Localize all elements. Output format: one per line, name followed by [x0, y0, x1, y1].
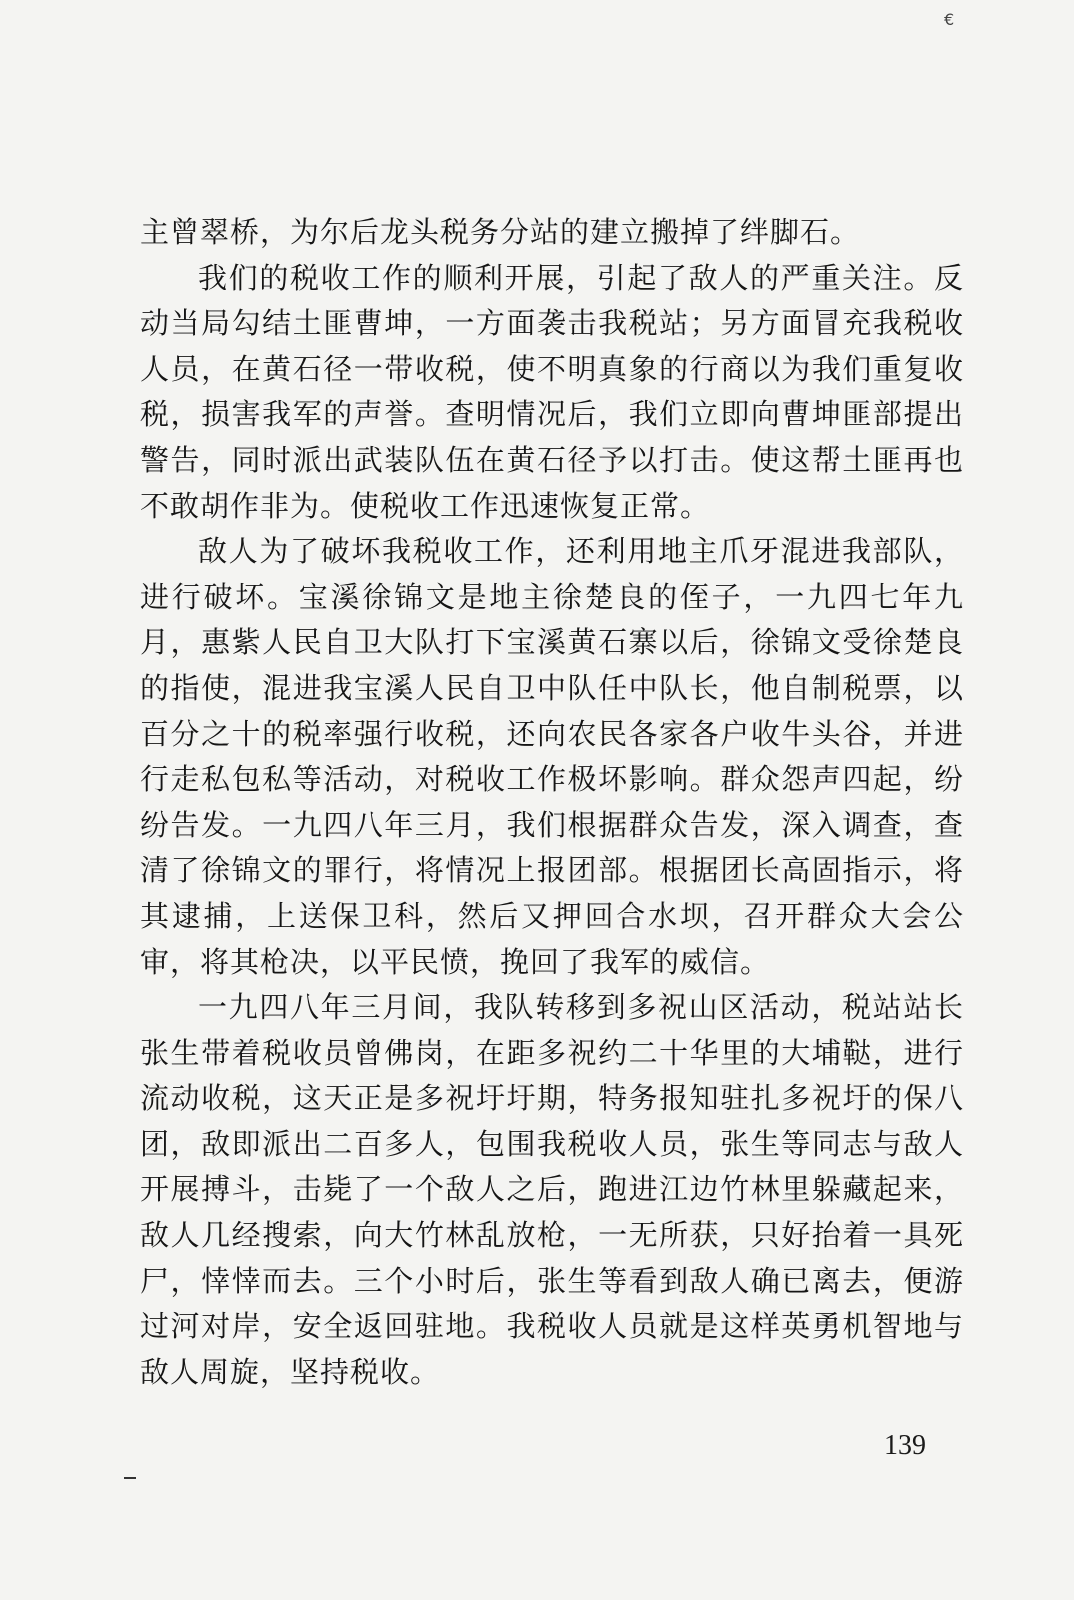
margin-dash-mark — [124, 1477, 136, 1479]
page-number: 139 — [884, 1430, 926, 1461]
paragraph-2: 我们的税收工作的顺利开展，引起了敌人的严重关注。反动当局勾结土匪曹坤，一方面袭击我税站；另方面冒充我税收人员，在黄石径一带收税，使不明真象的行商以为我们重复收税，损害我军的声誉。查明情况后，我们立即向曹坤匪部提出警告，同时派出武装队伍在黄石径予以打击。使这帮土匪再也不敢胡作非为。使税收工作迅速恢复正常。 — [140, 260, 964, 523]
body-text — [140, 210, 964, 1395]
paragraph-1: 主曾翠桥，为尔后龙头税务分站的建立搬掉了绊脚石。 — [140, 215, 861, 249]
corner-mark: € — [944, 10, 955, 29]
paragraph-3: 敌人为了破坏我税收工作，还利用地主爪牙混进我部队，进行破坏。宝溪徐锦文是地主徐楚良的侄子，一九四七年九月，惠紫人民自卫大队打下宝溪黄石寨以后，徐锦文受徐楚良的指使，混进我宝溪人民自卫中队任中队长，他自制税票，以百分之十的税率强行收税，还向农民各家各户收牛头谷，并进行走私包私等活动，对税收工作极坏影响。群众怨声四起，纷纷告发。一九四八年三月，我们根据群众告发，深入调查，查清了徐锦文的罪行，将情况上报团部。根据团长高固指示，将其逮捕，上送保卫科，然后又押回合水坝，召开群众大会公审，将其枪决，以平民愤，挽回了我军的威信。 — [140, 534, 964, 979]
paragraph-4: 一九四八年三月间，我队转移到多祝山区活动，税站站长张生带着税收员曾佛岗，在距多祝约二十华里的大埔鞑，进行流动收税，这天正是多祝圩圩期，特务报知驻扎多祝圩的保八团，敌即派出二百多人，包围我税收人员，张生等同志与敌人开展搏斗，击毙了一个敌人之后，跑进江边竹林里躲藏起来，敌人几经搜索，向大竹林乱放枪，一无所获，只好抬着一具死尸，悻悻而去。三个小时后，张生等看到敌人确已离去，便游过河对岸，安全返回驻地。我税收人员就是这样英勇机智地与敌人周旋，坚持税收。 — [140, 990, 964, 1389]
